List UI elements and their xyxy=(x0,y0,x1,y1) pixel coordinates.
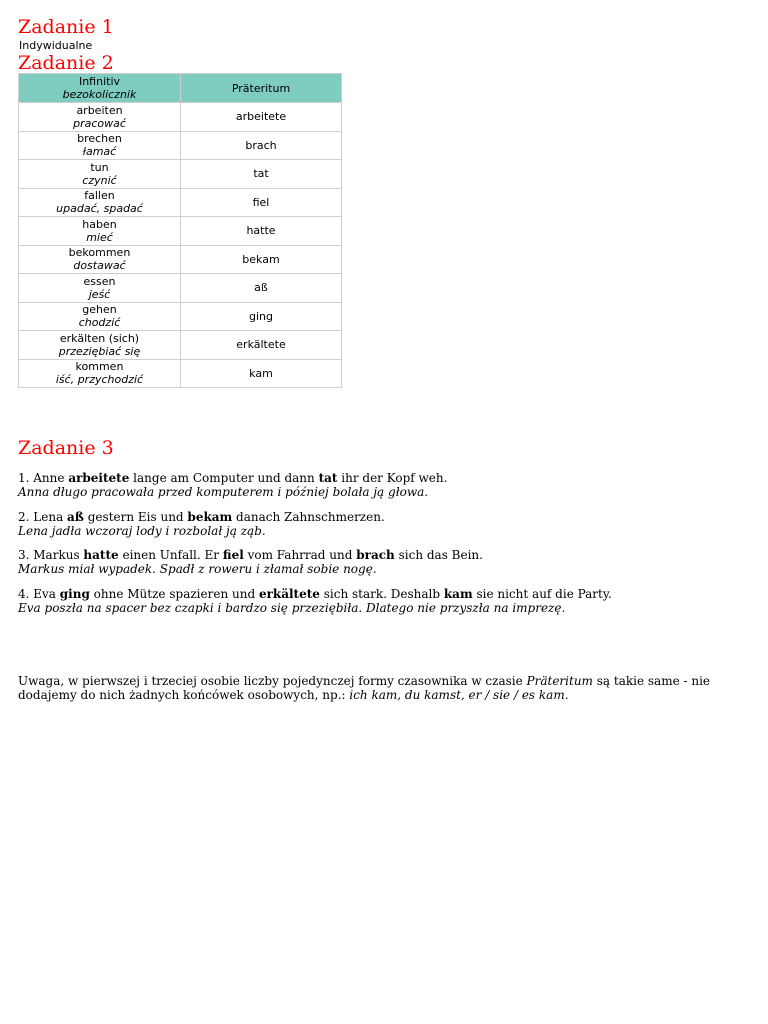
infinitiv-polish: upadać, spadać xyxy=(56,202,143,216)
exercise-item-2-german xyxy=(18,510,748,524)
prateritum-cell: hatte xyxy=(181,217,342,246)
header-bezokolicznik-label: bezokolicznik xyxy=(62,88,137,101)
sentence-text: 4. Eva xyxy=(18,587,60,601)
verb-highlight: aß xyxy=(67,510,84,524)
infinitiv-polish: jeść xyxy=(88,287,111,301)
prateritum-cell: erkältete xyxy=(181,331,342,360)
exercise-item-1 xyxy=(18,471,748,499)
zadanie-3-heading: Zadanie 3 xyxy=(18,437,114,459)
prateritum-cell: kam xyxy=(181,359,342,388)
verb-highlight: kam xyxy=(443,587,473,601)
sentence-text: danach Zahnschmerzen. xyxy=(232,510,385,524)
verb-highlight: arbeitete xyxy=(68,471,130,485)
sentence-text: vom Fahrrad und xyxy=(243,548,357,562)
infinitiv-polish: przeziębiać się xyxy=(58,344,141,358)
verb-highlight: tat xyxy=(318,471,338,485)
infinitiv-cell xyxy=(19,331,181,360)
prateritum-cell: aß xyxy=(181,274,342,303)
zadanie-1-heading: Zadanie 1 xyxy=(18,16,114,38)
sentence-text: 2. Lena xyxy=(18,510,68,524)
infinitiv-polish: pracować xyxy=(73,116,126,130)
header-infinitiv-label: Infinitiv xyxy=(78,75,121,88)
header-infinitiv xyxy=(19,74,181,103)
verb-table xyxy=(18,73,342,388)
infinitiv-german: kommen xyxy=(75,360,124,374)
grammar-note-line-2 xyxy=(18,688,748,702)
sentence-text: sie nicht auf die Party. xyxy=(472,587,612,601)
infinitiv-german: fallen xyxy=(84,189,115,203)
verb-table-row xyxy=(19,103,342,132)
exercise-item-3 xyxy=(18,548,748,576)
prateritum-cell: ging xyxy=(181,302,342,331)
infinitiv-german: brechen xyxy=(77,132,122,146)
note-line1-end: są takie same - nie xyxy=(592,674,711,688)
infinitiv-german: bekommen xyxy=(68,246,131,260)
verb-table-row xyxy=(19,245,342,274)
note-line2-start: dodajemy do nich żadnych końcówek osobowych, np.: xyxy=(18,688,350,702)
header-prateritum: Präteritum xyxy=(181,74,342,103)
infinitiv-german: erkälten (sich) xyxy=(59,331,140,345)
exercise-item-2-polish: Lena jadła wczoraj lody i rozbolał ją ząb. xyxy=(18,524,266,538)
verb-highlight: erkältete xyxy=(258,587,320,601)
exercise-item-3-german xyxy=(18,548,748,562)
sentence-text: sich stark. Deshalb xyxy=(319,587,444,601)
prateritum-cell: fiel xyxy=(181,188,342,217)
infinitiv-cell xyxy=(19,302,181,331)
sentence-text: ohne Mütze spazieren und xyxy=(89,587,259,601)
exercise-item-4 xyxy=(18,587,748,615)
sentence-text: sich das Bein. xyxy=(394,548,483,562)
prateritum-cell: arbeitete xyxy=(181,103,342,132)
sentence-text: 3. Markus xyxy=(18,548,84,562)
infinitiv-polish: chodzić xyxy=(78,316,121,330)
verb-table-row xyxy=(19,131,342,160)
infinitiv-cell xyxy=(19,103,181,132)
infinitiv-polish: czynić xyxy=(82,173,117,187)
verb-highlight: hatte xyxy=(83,548,119,562)
note-line2-end: . xyxy=(564,688,569,702)
infinitiv-polish: mieć xyxy=(86,230,113,244)
grammar-note xyxy=(18,674,748,702)
infinitiv-cell xyxy=(19,160,181,189)
sentence-text: ihr der Kopf weh. xyxy=(337,471,448,485)
verb-highlight: ging xyxy=(59,587,90,601)
exercise-item-1-german xyxy=(18,471,748,485)
sentence-text: 1. Anne xyxy=(18,471,69,485)
verb-table-row xyxy=(19,359,342,388)
sentence-text: lange am Computer und dann xyxy=(129,471,319,485)
prateritum-cell: brach xyxy=(181,131,342,160)
prateritum-cell: tat xyxy=(181,160,342,189)
grammar-note-line-1 xyxy=(18,674,748,688)
zadanie-1-text: Indywidualne xyxy=(19,39,93,52)
note-example: ich kam, du kamst, er / sie / es kam xyxy=(349,688,565,702)
zadanie-2-heading: Zadanie 2 xyxy=(18,52,114,74)
verb-table-row xyxy=(19,274,342,303)
note-line1-start: Uwaga, w pierwszej i trzeciej osobie liczby pojedynczej formy czasownika w czasie xyxy=(18,674,527,688)
note-term: Präteritum xyxy=(526,674,593,688)
verb-table-header xyxy=(19,74,342,103)
exercise-item-4-polish: Eva poszła na spacer bez czapki i bardzo się przeziębiła. Dlatego nie przyszła na imprezę. xyxy=(18,601,566,615)
infinitiv-cell xyxy=(19,359,181,388)
verb-table-row xyxy=(19,160,342,189)
infinitiv-polish: łamać xyxy=(82,145,117,159)
sentence-text: einen Unfall. Er xyxy=(118,548,223,562)
verb-table-row xyxy=(19,188,342,217)
verb-highlight: bekam xyxy=(187,510,233,524)
prateritum-cell: bekam xyxy=(181,245,342,274)
infinitiv-cell xyxy=(19,217,181,246)
infinitiv-german: haben xyxy=(82,217,117,231)
infinitiv-german: gehen xyxy=(82,303,117,317)
infinitiv-german: tun xyxy=(90,160,109,174)
verb-table-row xyxy=(19,302,342,331)
infinitiv-german: arbeiten xyxy=(76,103,123,117)
verb-table-row xyxy=(19,217,342,246)
infinitiv-cell xyxy=(19,188,181,217)
infinitiv-cell xyxy=(19,274,181,303)
exercise-item-2 xyxy=(18,510,748,538)
infinitiv-cell xyxy=(19,245,181,274)
infinitiv-polish: iść, przychodzić xyxy=(55,373,144,387)
sentence-text: gestern Eis und xyxy=(83,510,188,524)
exercise-item-4-german xyxy=(18,587,748,601)
infinitiv-cell xyxy=(19,131,181,160)
exercise-item-3-polish: Markus miał wypadek. Spadł z roweru i złamał sobie nogę. xyxy=(18,562,377,576)
exercise-item-1-polish: Anna długo pracowała przed komputerem i później bolała ją głowa. xyxy=(18,485,429,499)
verb-highlight: fiel xyxy=(222,548,244,562)
infinitiv-german: essen xyxy=(83,274,116,288)
verb-highlight: brach xyxy=(356,548,395,562)
infinitiv-polish: dostawać xyxy=(73,259,126,273)
verb-table-row xyxy=(19,331,342,360)
